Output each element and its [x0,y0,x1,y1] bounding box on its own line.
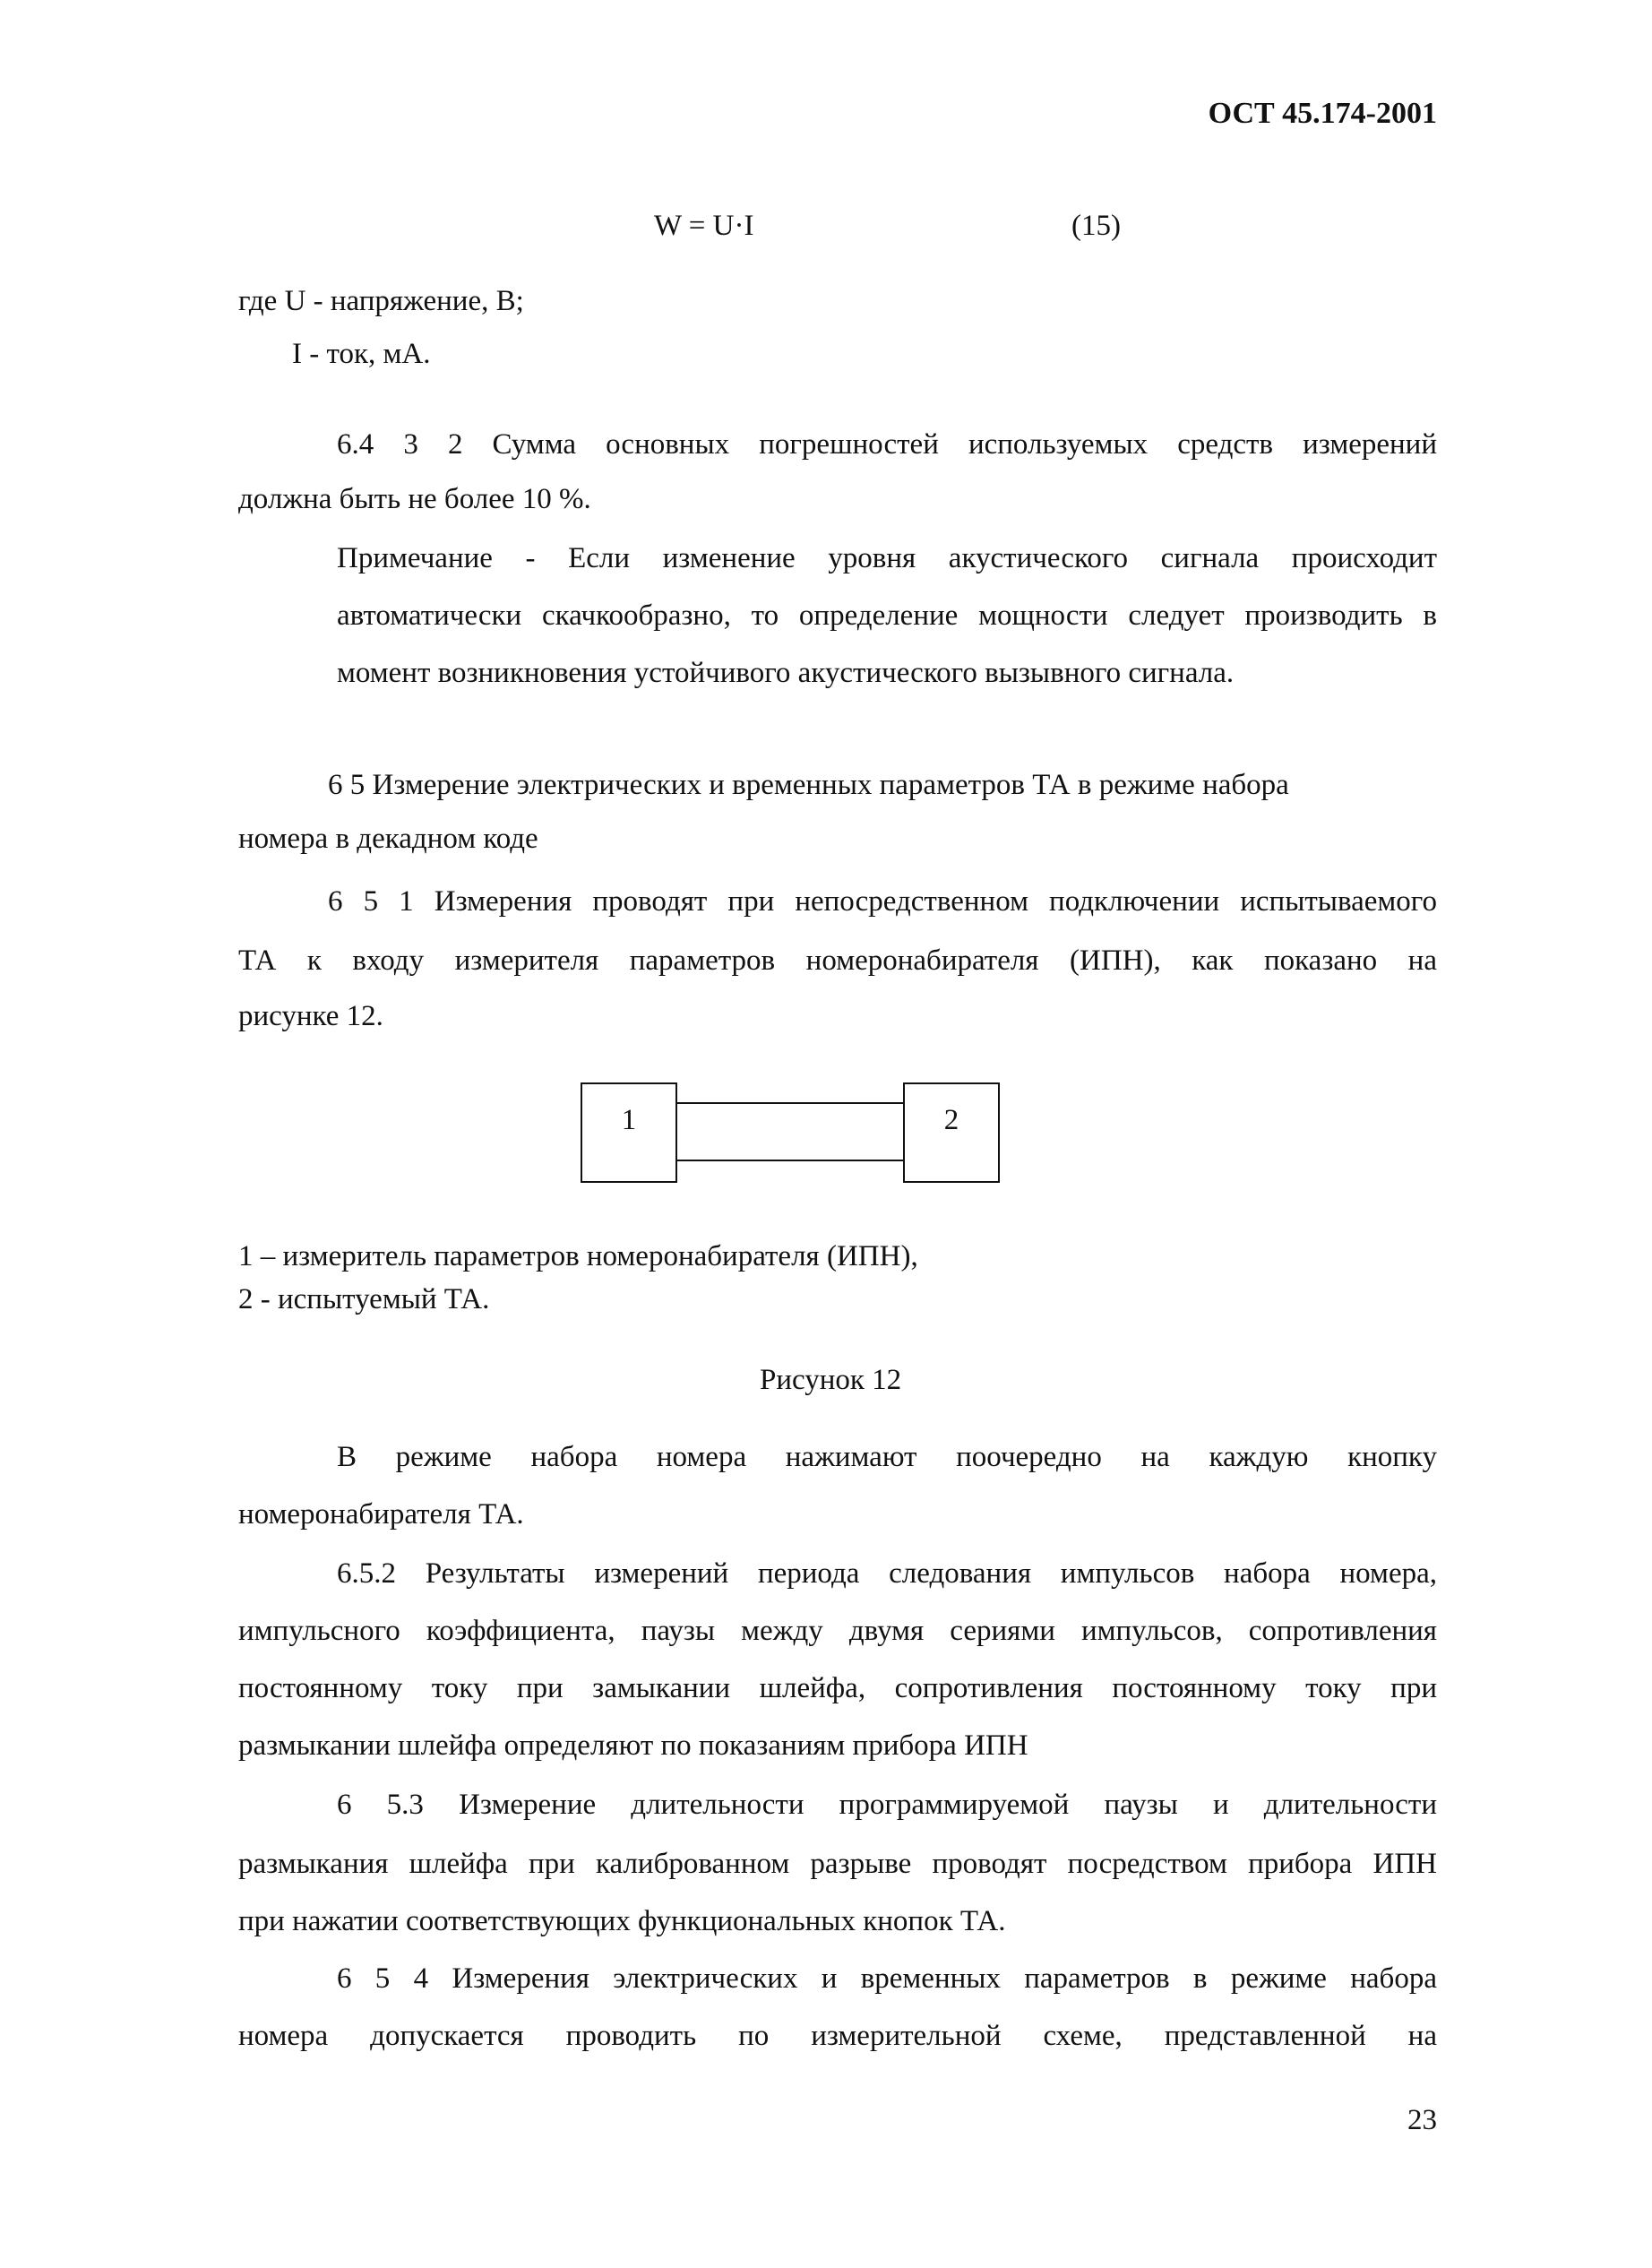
where-line-current: I - ток, мА. [292,338,431,370]
note-line2: автоматически скачкообразно, то определение мощности следует производить в [337,599,1437,632]
para-dial-line1: В режиме набора номера нажимают поочередно на каждую кнопку [337,1441,1437,1473]
para-654-line1: 6 5 4 Измерения электрических и временных параметров в режиме набора [337,1962,1437,1995]
figure-legend-2: 2 - испытуемый ТА. [238,1283,490,1315]
para-652-line4: размыкании шлейфа определяют по показаниям прибора ИПН [238,1729,1028,1762]
para-6432-line2: должна быть не более 10 %. [238,483,591,515]
figure-box-meter [581,1082,677,1183]
para-653-line3: при нажатии соответствующих функциональных кнопок ТА. [238,1905,1006,1937]
figure-box-device [903,1082,1000,1183]
para-652-line3: постоянному току при замыкании шлейфа, сопротивления постоянному току при [238,1672,1437,1704]
para-654-line2: номера допускается проводить по измерительной схеме, представленной на [238,2020,1437,2052]
para-651-line3: рисунке 12. [238,1000,383,1032]
page-number: 23 [1407,2104,1437,2136]
para-651-line2: ТА к входу измерителя параметров номеронабирателя (ИПН), как показано на [238,944,1437,977]
where-line-voltage: где U - напряжение, В; [238,285,524,317]
formula-expression: W = U·I [654,210,754,242]
note-line3: момент возникновения устойчивого акустического вызывного сигнала. [337,657,1235,689]
para-652-line2: импульсного коэффициента, паузы между двумя сериями импульсов, сопротивления [238,1615,1437,1647]
para-653-line1: 6 5.3 Измерение длительности программируемой паузы и длительности [337,1789,1437,1821]
section-65-line2: номера в декадном коде [238,823,538,855]
connection-line-bottom [675,1160,905,1161]
para-652-line1: 6.5.2 Результаты измерений периода следования импульсов набора номера, [337,1557,1437,1590]
figure-caption: Рисунок 12 [760,1364,902,1396]
para-653-line2: размыкания шлейфа при калиброванном разрыве проводят посредством прибора ИПН [238,1848,1437,1880]
formula-number: (15) [1071,210,1121,242]
figure-12-diagram [581,1082,1003,1186]
connection-line-top [675,1102,905,1104]
para-651-line1: 6 5 1 Измерения проводят при непосредственном подключении испытываемого [328,885,1437,918]
para-dial-line2: номеронабирателя ТА. [238,1498,524,1531]
para-6432-line1: 6.4 3 2 Сумма основных погрешностей используемых средств измерений [337,428,1437,461]
figure-box-meter-label: 1 [621,1104,637,1136]
document-code: ОСТ 45.174-2001 [1208,97,1437,130]
figure-legend-1: 1 – измеритель параметров номеронабирателя (ИПН), [238,1240,918,1272]
note-line1: Примечание - Если изменение уровня акустического сигнала происходит [337,542,1437,574]
section-65-line1: 6 5 Измерение электрических и временных параметров ТА в режиме набора [328,769,1289,801]
figure-box-device-label: 2 [943,1104,959,1136]
